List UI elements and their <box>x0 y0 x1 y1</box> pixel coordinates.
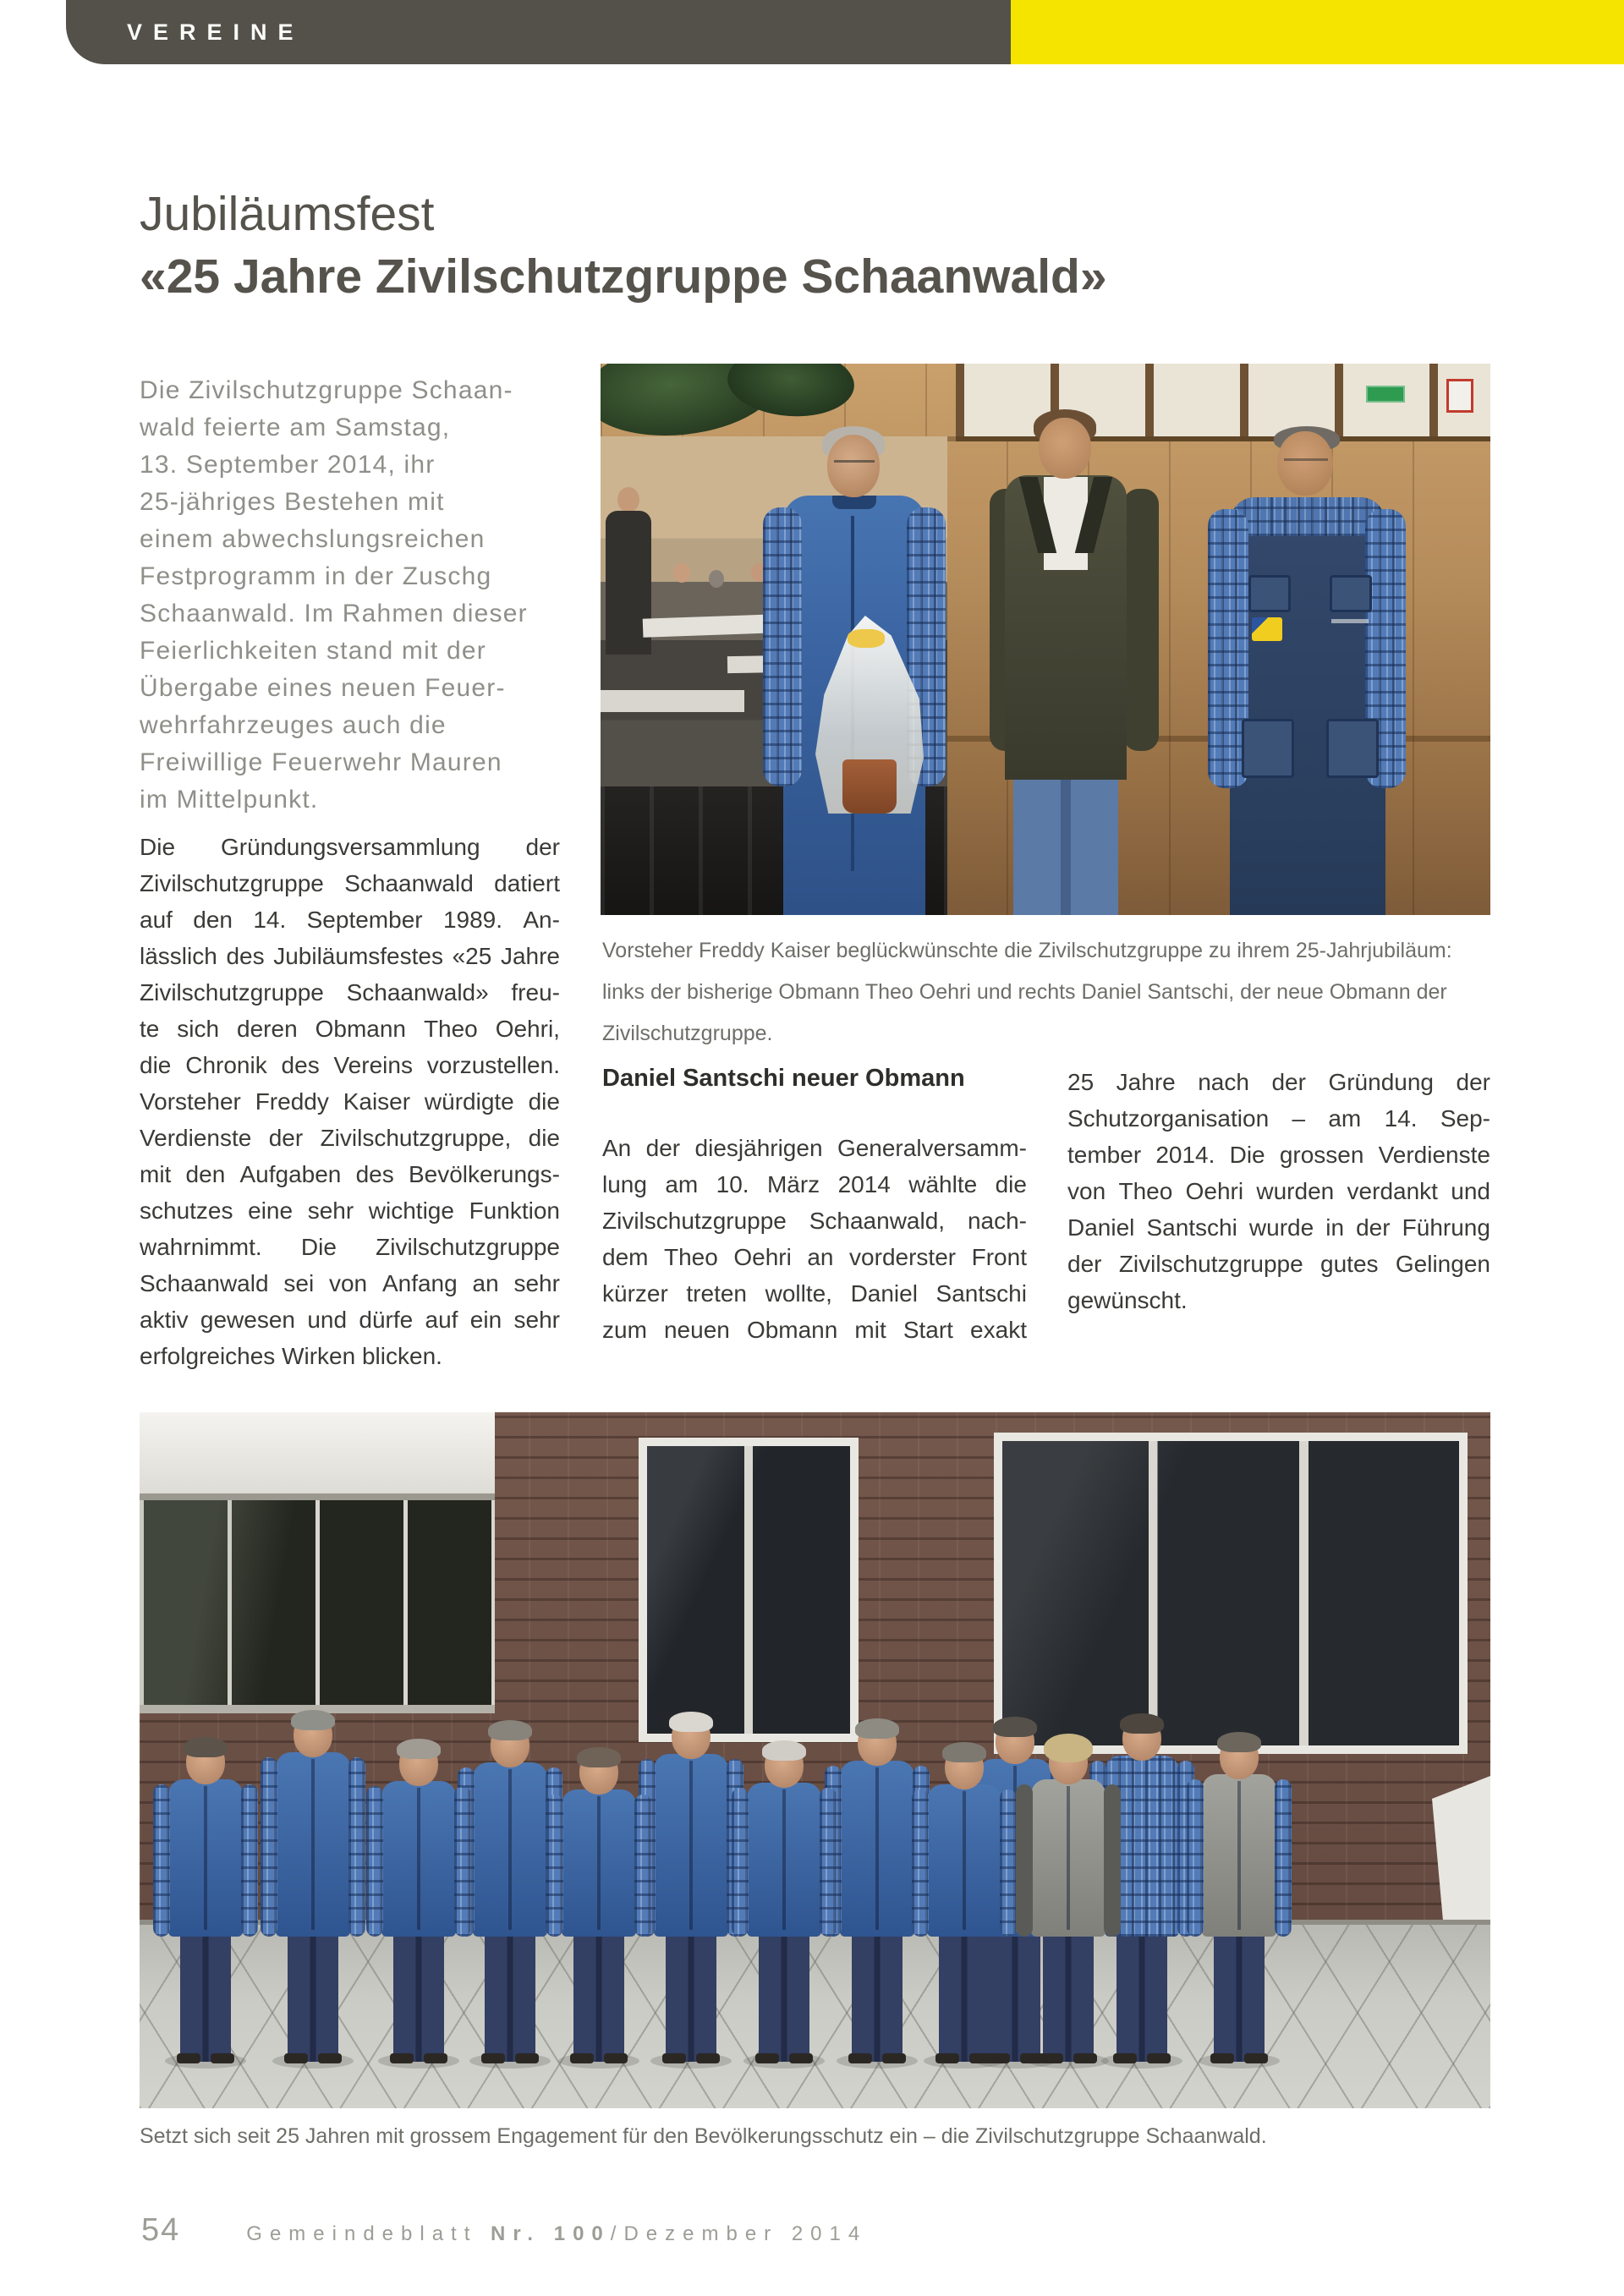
text-line: der Zivilschutzgruppe gutes Gelingen <box>1067 1251 1490 1277</box>
text-line: Verdienste der Zivilschutzgruppe, die <box>140 1125 560 1151</box>
text-line: gewünscht. <box>1067 1287 1188 1313</box>
vest-pocket <box>1242 719 1294 778</box>
shoe <box>318 2053 342 2063</box>
wall-sign <box>1446 379 1473 413</box>
arm <box>634 1795 651 1937</box>
vest-zip <box>311 1759 315 1930</box>
arm <box>1016 1784 1033 1937</box>
hair <box>577 1747 621 1767</box>
arm <box>732 1788 749 1937</box>
footer-text: Gemeindeblatt <box>246 2222 491 2245</box>
shoe <box>1244 2053 1268 2063</box>
lead-paragraph <box>140 372 562 819</box>
jeans <box>1013 780 1118 915</box>
shoe <box>390 2053 414 2063</box>
group-member <box>1188 1735 1290 2062</box>
group-member <box>733 1744 835 2062</box>
shoe <box>848 2053 872 2063</box>
subheading: Daniel Santschi neuer Obmann <box>602 1065 965 1092</box>
accent-yellow-bar <box>1011 0 1624 64</box>
photo-caption-top <box>602 930 1499 1055</box>
text-line: aktiv gewesen und dürfe auf ein sehr <box>140 1307 560 1333</box>
hair <box>993 1717 1037 1737</box>
body-column-3 <box>1067 1064 1490 1318</box>
text-line: lässlich des Jubiläumsfestes «25 Jahre <box>140 943 560 969</box>
white-shirt <box>1044 477 1088 570</box>
vest-zip <box>508 1769 512 1930</box>
text-line: wald feierte am Samstag, <box>140 414 451 441</box>
shoe <box>1073 2053 1097 2063</box>
text-line: Zivilschutzgruppe Schaanwald» freu- <box>140 979 560 1006</box>
banquet-table <box>601 690 744 712</box>
text-line: Schaanwald sei von Anfang an sehr <box>140 1270 560 1296</box>
legs <box>852 1935 903 2062</box>
vest-zip <box>782 1789 786 1930</box>
shoe <box>1147 2053 1171 2063</box>
text-line: lung am 10. März 2014 wählte die <box>602 1171 1027 1197</box>
hair <box>1044 1734 1093 1762</box>
shoe <box>969 2053 993 2063</box>
hair <box>1217 1732 1261 1752</box>
legs <box>759 1935 809 2062</box>
article-title-line2: «25 Jahre Zivilschutzgruppe Schaanwald» <box>140 249 1107 304</box>
group-photo <box>140 1412 1490 2108</box>
zivilschutz-badge <box>1252 617 1282 641</box>
group-member <box>459 1723 561 2062</box>
navy-vest <box>1230 497 1385 915</box>
vest-zip <box>963 1791 966 1930</box>
arm <box>912 1789 929 1937</box>
shoe <box>570 2053 594 2063</box>
ceremony-photo <box>601 364 1490 915</box>
text-line: Vorsteher Freddy Kaiser würdigte die <box>140 1088 560 1115</box>
audience-head <box>673 563 690 583</box>
text-line: erfolgreiches Wirken blicken. <box>140 1343 442 1369</box>
shoe <box>1210 2053 1234 2063</box>
hair <box>1120 1713 1164 1734</box>
publication-line <box>246 2222 867 2246</box>
text-line: An der diesjährigen Generalversamm- <box>602 1135 1027 1161</box>
text-line: links der bisherige Obmann Theo Oehri und rechts Daniel Santschi, der neue Obmann der <box>602 980 1447 1004</box>
group-member <box>262 1713 364 2062</box>
text-line: die Chronik des Vereins vorzustellen. <box>140 1052 560 1078</box>
arm <box>1187 1779 1204 1937</box>
group-member <box>914 1745 1015 2062</box>
text-line: Die Zivilschutzgruppe Schaan- <box>140 376 513 404</box>
legs <box>180 1935 231 2062</box>
shoe <box>284 2053 308 2063</box>
gift-bow <box>848 629 885 648</box>
text-line: 13. September 2014, ihr <box>140 451 436 479</box>
text-line: Setzt sich seit 25 Jahren mit grossem Engagement für den Bevölkerungsschutz ein – die Zivilschutzgruppe Schaanwald. <box>140 2124 1267 2148</box>
shoe <box>211 2053 234 2063</box>
head <box>1277 431 1333 496</box>
exit-sign <box>1366 386 1405 403</box>
group-member <box>368 1742 469 2062</box>
vest-zip <box>204 1786 207 1930</box>
text-line: Schaanwald. Im Rahmen dieser <box>140 600 528 627</box>
shoe <box>662 2053 686 2063</box>
text-line: wehrfahrzeuges auch die <box>140 711 447 739</box>
text-line: Daniel Santschi wurde in der Führung <box>1067 1214 1490 1241</box>
vest-zip <box>417 1788 420 1930</box>
arm <box>1000 1789 1017 1937</box>
arm <box>153 1784 170 1937</box>
text-line: zum neuen Obmann mit Start exakt <box>602 1317 1027 1343</box>
arm <box>366 1786 383 1937</box>
text-line: Zivilschutzgruppe Schaanwald, nach- <box>602 1208 1027 1234</box>
legs <box>573 1935 624 2062</box>
group-member-woman <box>1018 1740 1119 2062</box>
text-line: Schutzorganisation – am 14. Sep- <box>1067 1105 1490 1132</box>
plaid-yoke <box>1230 497 1385 536</box>
article-title-line1: Jubiläumsfest <box>140 187 435 241</box>
vest-zip <box>875 1767 879 1930</box>
vest-zip <box>689 1761 693 1930</box>
text-line: 25 Jahre nach der Gründung der <box>1067 1069 1490 1095</box>
vest-zip <box>1067 1786 1070 1930</box>
legs <box>1214 1935 1265 2062</box>
text-line: im Mittelpunkt. <box>140 786 319 814</box>
text-line: Vorsteher Freddy Kaiser beglückwünschte die Zivilschutzgruppe zu ihrem 25-Jahrjubiläum: <box>602 939 1452 962</box>
text-line: wahrnimmt. Die Zivilschutzgruppe <box>140 1234 560 1260</box>
glasses-icon <box>834 460 875 463</box>
page-footer <box>141 2212 867 2249</box>
text-line: Übergabe eines neuen Feuer- <box>140 674 506 702</box>
arm <box>1275 1779 1292 1937</box>
shoe <box>755 2053 779 2063</box>
article-title <box>140 183 1107 308</box>
legs <box>288 1935 338 2062</box>
hair <box>855 1718 899 1739</box>
section-header-bar <box>66 0 1011 64</box>
legs <box>1043 1935 1094 2062</box>
shoe <box>515 2053 539 2063</box>
text-line: dem Theo Oehri an vorderster Front <box>602 1244 1027 1270</box>
text-line: mit den Aufgaben des Bevölkerungs- <box>140 1161 560 1187</box>
glasses-icon <box>1284 458 1328 461</box>
legs <box>939 1935 990 2062</box>
vest-zip <box>1237 1781 1241 1930</box>
page-number: 54 <box>141 2212 181 2248</box>
vest-collar <box>832 496 876 509</box>
group-member <box>640 1715 742 2062</box>
section-label: VEREINE <box>127 19 304 45</box>
text-line: 25-jähriges Bestehen mit <box>140 488 445 516</box>
hair <box>291 1710 335 1730</box>
group-member <box>155 1740 256 2062</box>
text-line: Zivilschutzgruppe Schaanwald datiert <box>140 870 560 896</box>
text-line: Freiwillige Feuerwehr Mauren <box>140 748 502 776</box>
shoe <box>177 2053 200 2063</box>
hair <box>184 1737 228 1757</box>
vest-pocket <box>1326 719 1379 778</box>
group-photo-people <box>140 1412 1490 2108</box>
vest-pocket <box>1330 575 1372 612</box>
vest-zip <box>597 1796 601 1930</box>
body-column-2 <box>602 1130 1027 1348</box>
legs <box>1116 1935 1167 2062</box>
hair <box>488 1720 532 1740</box>
shoe <box>935 2053 959 2063</box>
arm <box>261 1757 277 1937</box>
hair <box>397 1739 441 1759</box>
text-line: kürzer treten wollte, Daniel Santschi <box>602 1280 1027 1307</box>
text-line: te sich deren Obmann Theo Oehri, <box>140 1016 560 1042</box>
jacket-sleeve <box>1123 489 1159 751</box>
body-column-1 <box>140 829 560 1374</box>
gift-pot <box>842 759 897 814</box>
text-line: tember 2014. Die grossen Verdienste <box>1067 1142 1490 1168</box>
vest-pocket <box>1248 575 1291 612</box>
text-line: Festprogramm in der Zuschg <box>140 562 492 590</box>
text-line: auf den 14. September 1989. An- <box>140 907 560 933</box>
hair <box>942 1742 986 1762</box>
text-line: Feierlichkeiten stand mit der <box>140 637 486 665</box>
text-line: Zivilschutzgruppe. <box>602 1022 773 1045</box>
shoe <box>604 2053 628 2063</box>
photo-caption-bottom <box>140 2119 1459 2153</box>
shoe <box>789 2053 813 2063</box>
shoe <box>481 2053 505 2063</box>
audience-head <box>617 487 639 512</box>
head <box>827 435 880 497</box>
text-line: einem abwechslungsreichen <box>140 525 486 553</box>
text-line: Die Gründungsversammlung der <box>140 834 560 860</box>
text-line: von Theo Oehri wurden verdankt und <box>1067 1178 1490 1204</box>
hair <box>762 1740 806 1761</box>
arm <box>546 1795 563 1937</box>
hair <box>669 1712 713 1732</box>
group-member <box>548 1751 650 2062</box>
name-embroidery <box>1331 619 1369 623</box>
arm <box>348 1757 365 1937</box>
arm <box>241 1784 258 1937</box>
arm <box>1104 1784 1121 1937</box>
audience-head <box>709 570 724 588</box>
footer-text: Nr. 100 <box>491 2222 611 2245</box>
legs <box>485 1935 535 2062</box>
head <box>1039 418 1091 479</box>
legs <box>393 1935 444 2062</box>
footer-text: /Dezember 2014 <box>610 2222 868 2245</box>
shoe <box>424 2053 447 2063</box>
shoe <box>1040 2053 1063 2063</box>
shoe <box>696 2053 720 2063</box>
plaid-sleeve <box>763 507 802 786</box>
arm <box>454 1786 471 1937</box>
arm <box>820 1788 837 1937</box>
shoe <box>882 2053 906 2063</box>
text-line: schutzes eine sehr wichtige Funktion <box>140 1197 560 1224</box>
legs <box>666 1935 716 2062</box>
